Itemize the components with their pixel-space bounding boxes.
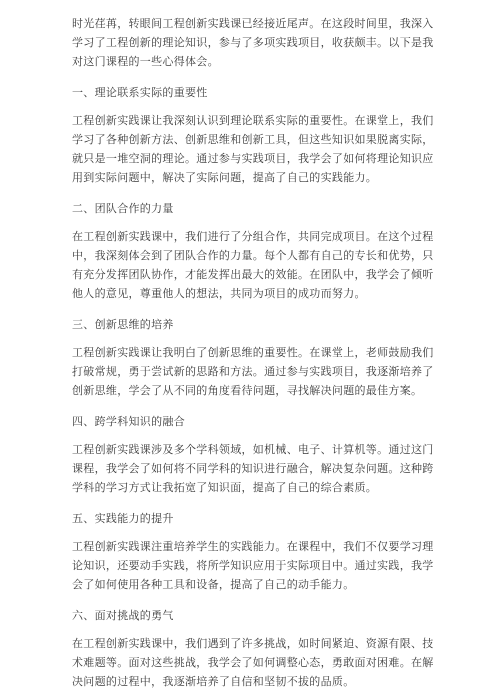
section-heading: 一、理论联系实际的重要性 [72, 86, 208, 99]
section-body: 在工程创新实践课中，我们进行了分组合作，共同完成项目。在这个过程中，我深刻体会到了团队合作的力量。每个人都有自己的专长和优势，只有充分发挥团队协作，才能发挥出最大的效能。在团队中，我学会了倾听他人的意见，尊重他人的想法，共同为项目的成功而努力。 [72, 230, 434, 300]
intro-paragraph: 时光荏苒，转眼间工程创新实践课已经接近尾声。在这段时间里，我深入学习了工程创新的理论知识，参与了多项实践项目，收获颇丰。以下是我对这门课程的一些心得体会。 [72, 17, 434, 68]
section-heading: 四、跨学科知识的融合 [72, 415, 185, 428]
section-body: 工程创新实践课涉及多个学科领域，如机械、电子、计算机等。通过这门课程，我学会了如何将不同学科的知识进行融合，解决复杂问题。这种跨学科的学习方式让我拓宽了知识面，提高了自己的综合素质。 [72, 443, 434, 494]
section-body: 工程创新实践课让我明白了创新思维的重要性。在课堂上，老师鼓励我们打破常规，勇于尝试新的思路和方法。通过参与实践项目，我逐渐培养了创新思维，学会了从不同的角度看待问题，寻找解决问题的最佳方案。 [72, 346, 434, 397]
section-heading: 五、实践能力的提升 [72, 512, 174, 525]
section-heading: 三、创新思维的培养 [72, 318, 174, 331]
section-body: 工程创新实践课注重培养学生的实践能力。在课程中，我们不仅要学习理论知识，还要动手实践，将所学知识应用于实际项目中。通过实践，我学会了如何使用各种工具和设备，提高了自己的动手能力。 [72, 540, 434, 591]
section-body: 工程创新实践课让我深刻认识到理论联系实际的重要性。在课堂上，我们学习了各种创新方法、创新思维和创新工具，但这些知识如果脱离实际，就只是一堆空洞的理论。通过参与实践项目，我学会了如何将理论知识应用到实际问题中，解决了实际问题，提高了自己的实践能力。 [72, 114, 434, 184]
section-body: 在工程创新实践课中，我们遇到了许多挑战，如时间紧迫、资源有限、技术难题等。面对这些挑战，我学会了如何调整心态，勇敢面对困难。在解决问题的过程中，我逐渐培养了自信和坚韧不拔的品质。 [72, 637, 434, 688]
section-heading: 二、团队合作的力量 [72, 202, 174, 215]
section-heading: 六、面对挑战的勇气 [72, 609, 174, 622]
